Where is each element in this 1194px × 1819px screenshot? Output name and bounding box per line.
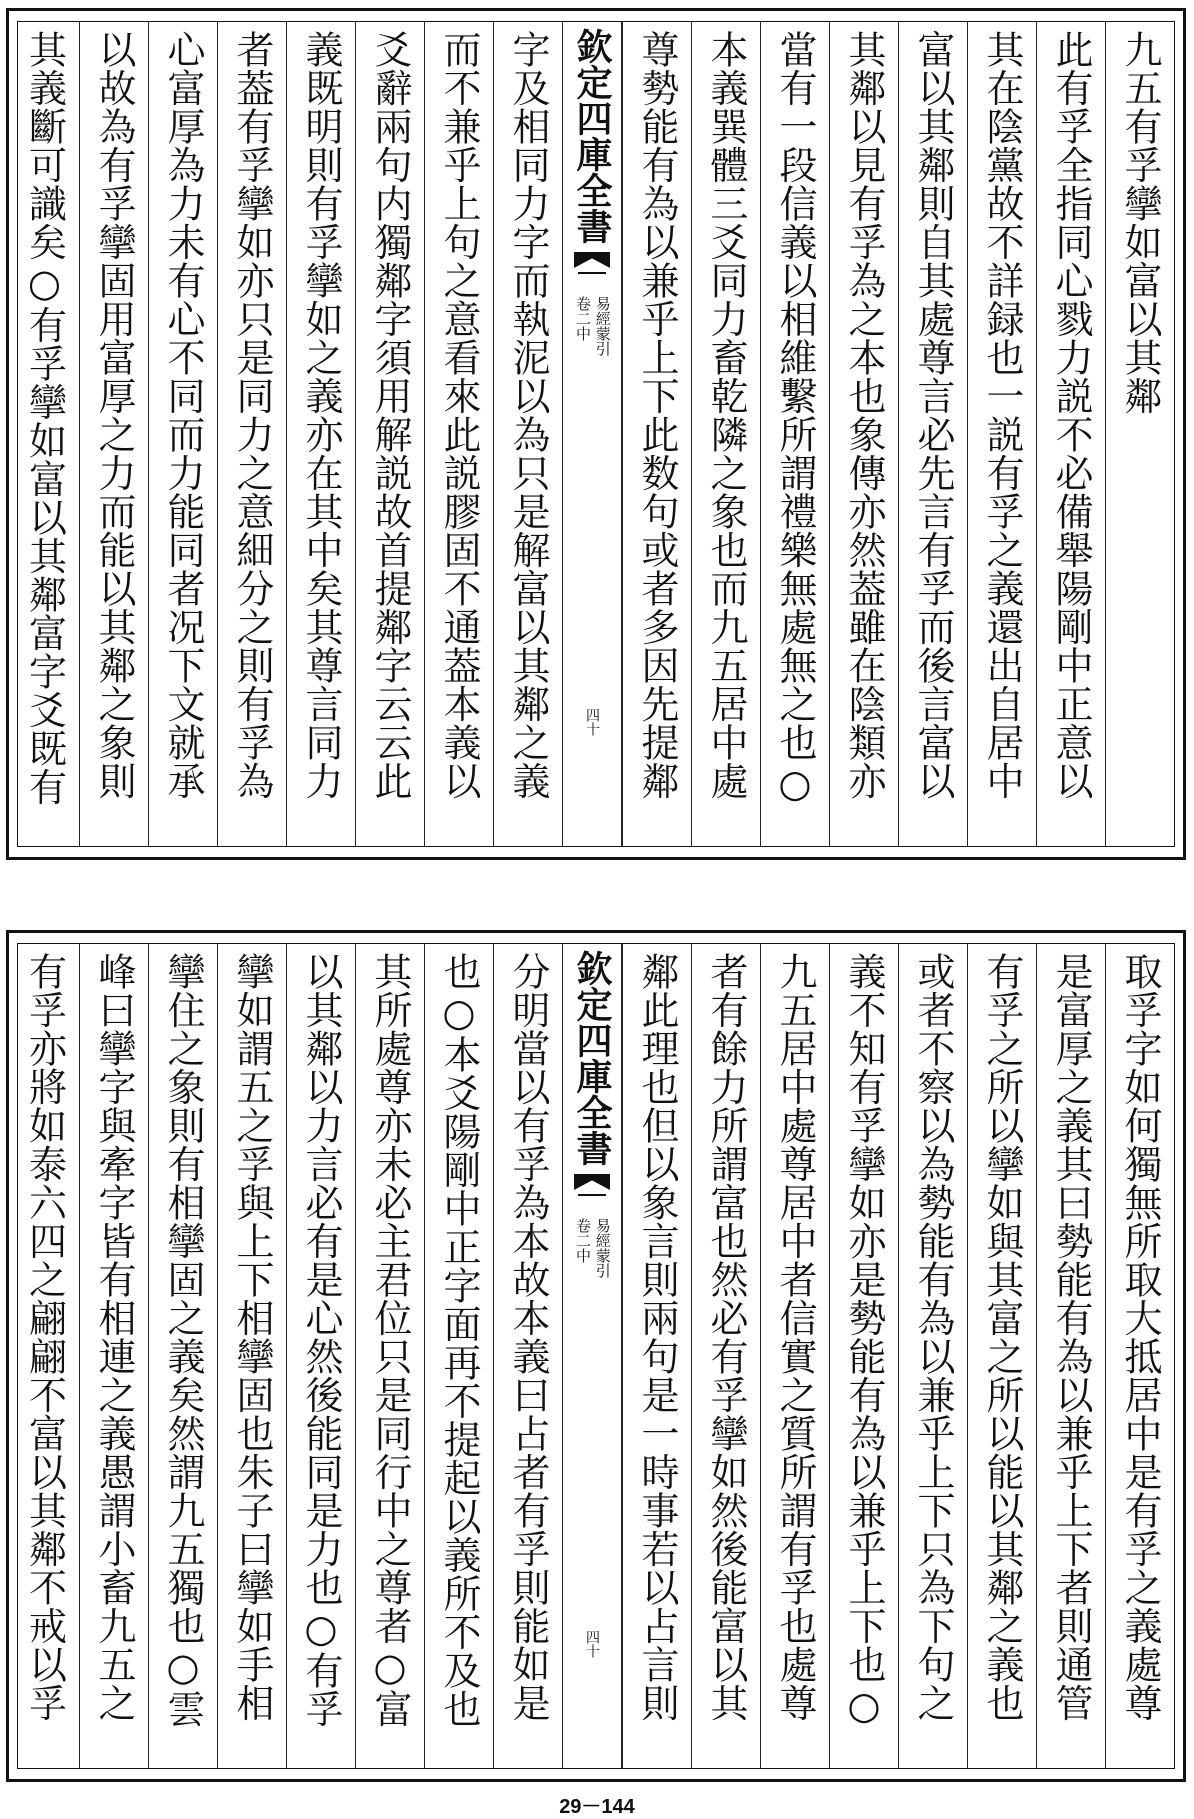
text-column: 其義斷可識矣○有孚攣如富以其鄰富字爻既有 (22, 30, 67, 806)
text-column: 此有孚全指同心戮力説不必備舉陽剛中正意以 (1036, 22, 1105, 846)
text-column: 是富厚之義其曰勢能有為以兼乎上下者則通管 (1036, 944, 1105, 1768)
text-column: 峰曰攣字與牽字皆有相連之義愚謂小畜九五之 (79, 944, 148, 1768)
text-column: 爻辭兩句内獨鄰字須用解説故首提鄰字云云此 (355, 22, 424, 846)
lower-page (6, 930, 1186, 1782)
text-column: 本義巽體三爻同力畜乾隣之象也而九五居中處 (691, 22, 760, 846)
text-column: 或者不察以為勢能有為以兼乎上下只為下句之 (898, 944, 967, 1768)
text-column: 尊勢能有為以兼乎上下此数句或者多因先提鄰 (622, 22, 691, 846)
text-column: 而不兼乎上句之意看來此説膠固不通葢本義以 (424, 22, 493, 846)
text-column: 其在陰黨故不詳録也一説有孚之義還出自居中 (967, 22, 1036, 846)
text-column: 九五居中處尊居中者信實之質所謂有孚也處尊 (760, 944, 829, 1768)
text-column: 字及相同力字而執泥以為只是解富以其鄰之義 (493, 22, 562, 846)
text-column: 其所處尊亦未必主君位只是同行中之尊者○富 (355, 944, 424, 1768)
text-column: 以其鄰以力言必有是心然後能同是力也○有孚 (286, 944, 355, 1768)
text-column: 當有一段信義以相維繫所謂禮樂無處無之也○ (760, 22, 829, 846)
center-fold (562, 944, 622, 1768)
text-column: 以故為有孚攣固用富厚之力而能以其鄰之象則 (79, 22, 148, 846)
page-number: 29－144 (559, 1796, 635, 1818)
text-column: 攣如謂五之孚與上下相攣固也朱子曰攣如手相 (217, 944, 286, 1768)
text-column: 義既明則有孚攣如之義亦在其中矣其尊言同力 (286, 22, 355, 846)
text-column: 攣住之象則有相攣固之義矣然謂九五獨也○雲 (148, 944, 217, 1768)
collection-title: 欽定四庫全書 (571, 28, 613, 244)
fishtail-mark-icon (574, 1174, 610, 1208)
folio-number: 四十 (584, 708, 600, 736)
book-name: 易經蒙引 (593, 1218, 612, 1278)
text-column: 取孚字如何獨無所取大抵居中是有孚之義處尊 (1105, 944, 1174, 1768)
fishtail-mark-icon (574, 252, 610, 286)
upper-page-grid (17, 21, 1175, 847)
center-fold (562, 22, 622, 846)
book-name: 易經蒙引 (593, 296, 612, 356)
book-info (574, 296, 610, 356)
upper-page (6, 8, 1186, 860)
text-column: 富以其鄰則自其處尊言必先言有孚而後言富以 (898, 22, 967, 846)
volume-name: 卷二中 (574, 296, 592, 341)
text-column: 者有餘力所謂富也然必有孚攣如然後能富以其 (691, 944, 760, 1768)
text-column: 其鄰以見有孚為之本也象傳亦然葢雖在陰類亦 (829, 22, 898, 846)
book-info (574, 1218, 610, 1278)
text-column: 九五有孚攣如富以其鄰 (1105, 22, 1174, 846)
text-column: 也○本爻陽剛中正字面再不提起以義所不及也 (424, 944, 493, 1768)
folio-number: 四十 (584, 1630, 600, 1658)
text-column: 義不知有孚攣如亦是勢能有為以兼乎上下也○ (829, 944, 898, 1768)
lower-page-grid (17, 943, 1175, 1769)
collection-title: 欽定四庫全書 (571, 950, 613, 1166)
volume-name: 卷二中 (574, 1218, 592, 1263)
text-column: 者葢有孚攣如亦只是同力之意細分之則有孚為 (217, 22, 286, 846)
text-column: 分明當以有孚為本故本義曰占者有孚則能如是 (493, 944, 562, 1768)
text-column: 鄰此理也但以象言則兩句是一時事若以占言則 (622, 944, 691, 1768)
text-column: 心富厚為力未有心不同而力能同者况下文就承 (148, 22, 217, 846)
text-column: 有孚亦將如泰六四之翩翩不富以其鄰不戒以孚 (22, 952, 67, 1722)
text-column: 有孚之所以攣如與其富之所以能以其鄰之義也 (967, 944, 1036, 1768)
